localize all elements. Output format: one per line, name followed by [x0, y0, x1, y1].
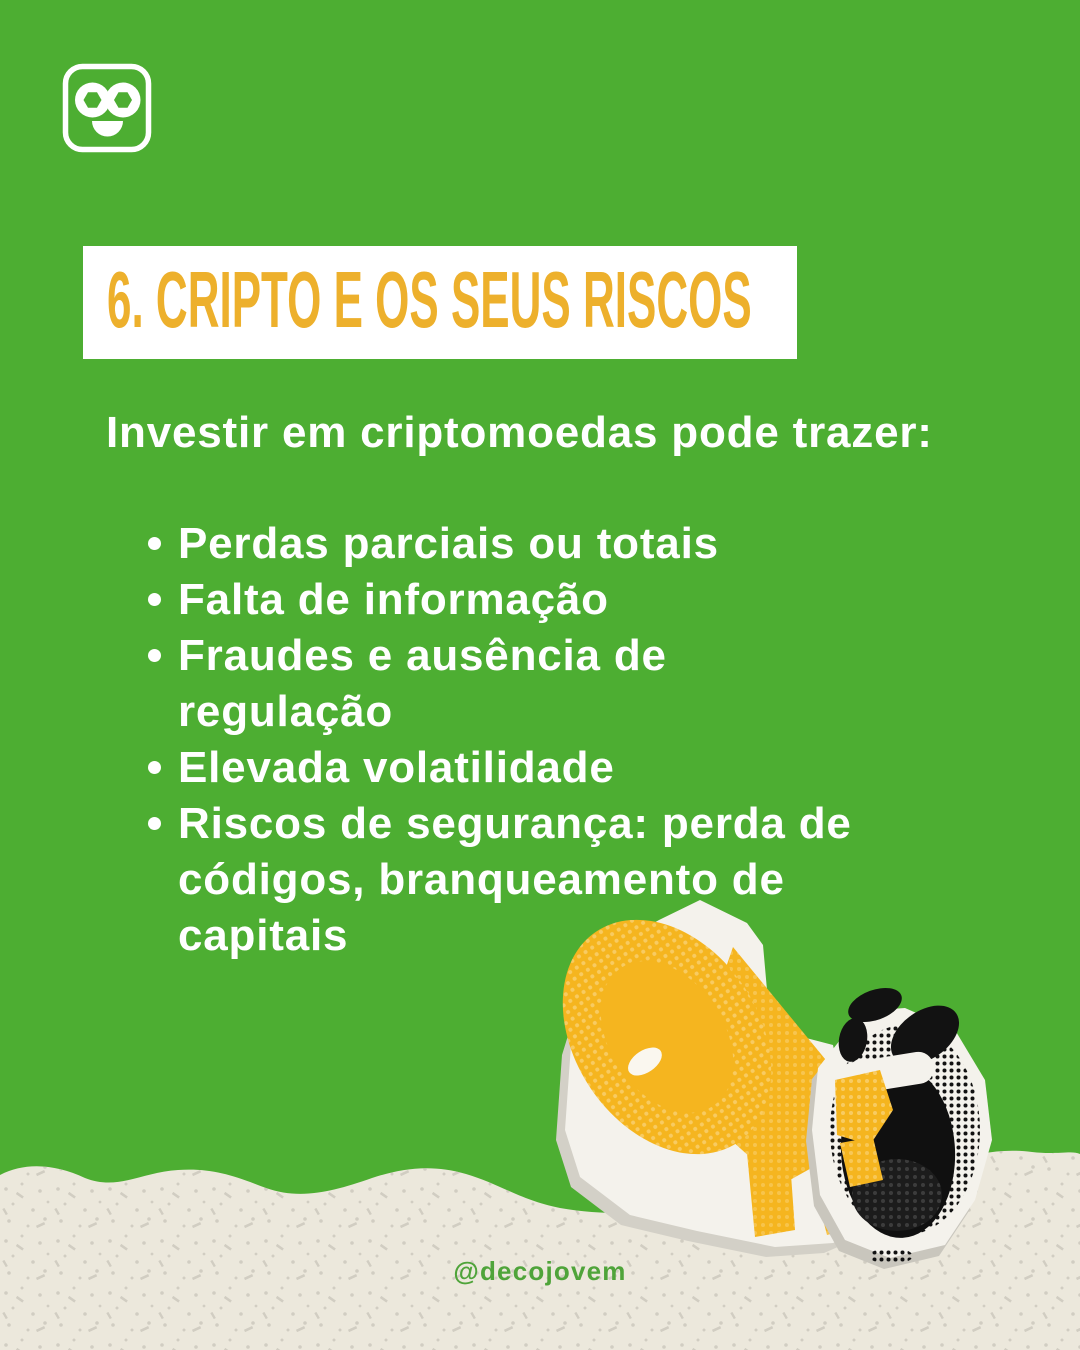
intro-text: Investir em criptomoedas pode trazer:: [106, 408, 933, 457]
list-item-label: Elevada volatilidade: [178, 743, 615, 792]
list-item: [145, 740, 890, 796]
title-banner: [83, 246, 797, 359]
account-handle: @decojovem: [453, 1256, 627, 1286]
list-item: [145, 572, 890, 628]
megaphone-shouting-mouth-illustration: [535, 885, 1015, 1305]
list-item-label: Riscos de segurança: perda de códigos, branqueamento de capitais: [178, 799, 852, 960]
list-item-label: Perdas parciais ou totais: [178, 519, 719, 568]
decojovem-logo-icon: [62, 63, 152, 153]
list-item: [145, 628, 890, 740]
list-item-label: Falta de informação: [178, 575, 609, 624]
page-title: 6. CRIPTO E OS SEUS RISCOS: [107, 255, 752, 344]
shouting-mouth-icon: [806, 981, 992, 1269]
list-item-label: Fraudes e ausência de regulação: [178, 631, 667, 736]
list-item: [145, 516, 890, 572]
